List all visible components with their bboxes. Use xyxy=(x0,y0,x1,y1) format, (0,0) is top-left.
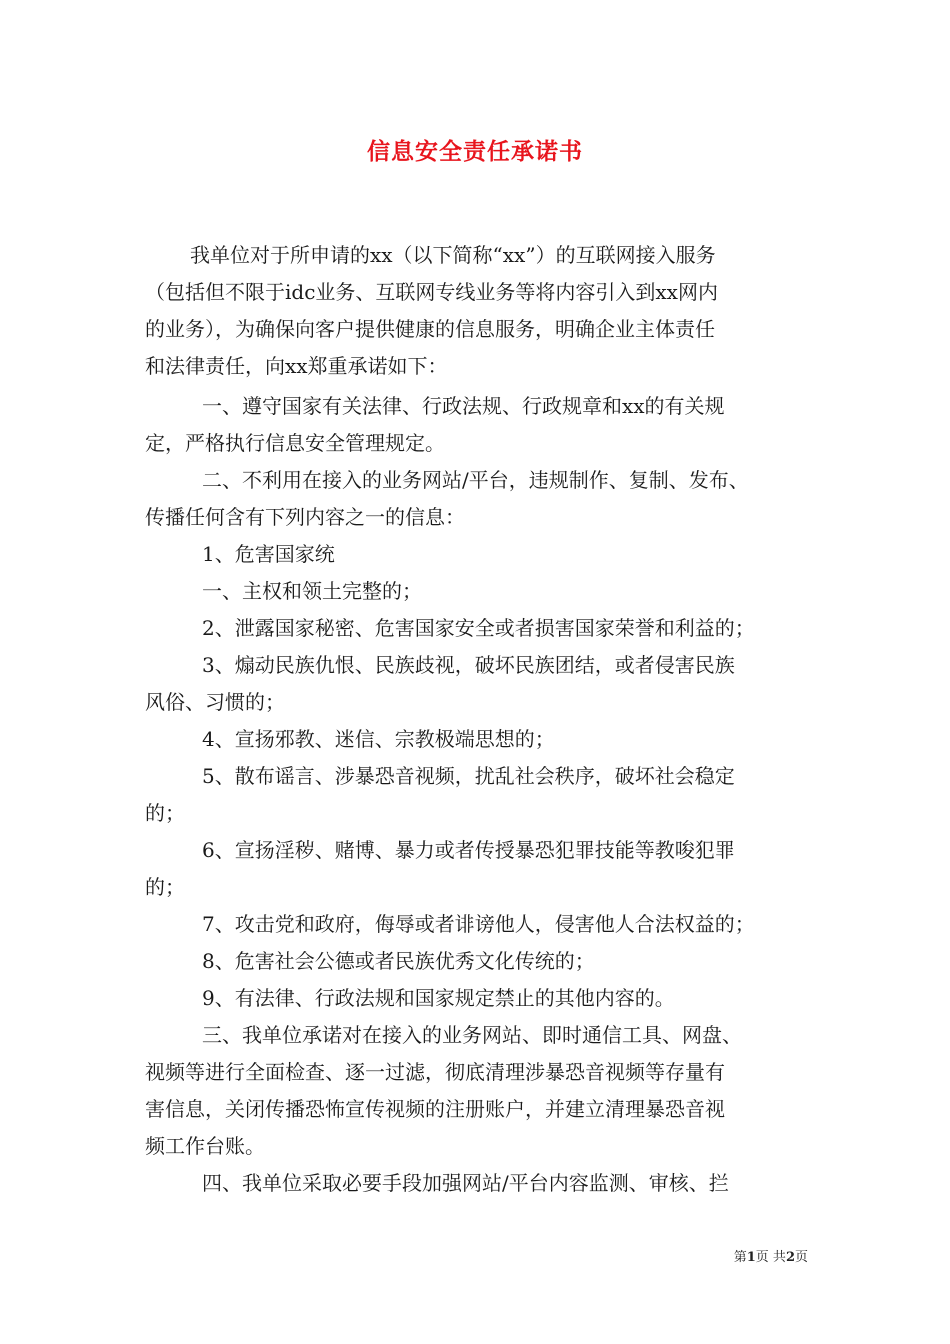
footer-middle: 页 共 xyxy=(755,1250,786,1265)
list-item: 6、宣扬淫秽、赌博、暴力或者传授暴恐犯罪技能等教唆犯罪 xyxy=(202,838,735,862)
page-footer xyxy=(734,1246,808,1265)
paragraph-line: 频工作台账。 xyxy=(145,1134,265,1158)
paragraph-line: 一、遵守国家有关法律、行政法规、行政规章和xx的有关规 xyxy=(202,394,725,418)
list-item: 4、宣扬邪教、迷信、宗教极端思想的； xyxy=(202,727,555,751)
list-item: 风俗、习惯的； xyxy=(145,690,285,714)
list-item: 7、攻击党和政府，侮辱或者诽谤他人，侵害他人合法权益的； xyxy=(202,912,755,936)
list-item: 8、危害社会公德或者民族优秀文化传统的； xyxy=(202,949,595,973)
paragraph-line: 二、不利用在接入的业务网站/平台，违规制作、复制、发布、 xyxy=(202,468,749,492)
paragraph-line: 的业务），为确保向客户提供健康的信息服务，明确企业主体责任 xyxy=(145,317,715,341)
paragraph-line: 和法律责任，向xx郑重承诺如下： xyxy=(145,354,448,378)
footer-prefix: 第 xyxy=(733,1250,747,1265)
document-title: 信息安全责任承诺书 xyxy=(367,138,583,165)
list-item: 9、有法律、行政法规和国家规定禁止的其他内容的。 xyxy=(202,986,675,1010)
list-item: 一、主权和领土完整的； xyxy=(202,579,422,603)
list-item: 1、危害国家统 xyxy=(202,542,335,566)
paragraph-line: 三、我单位承诺对在接入的业务网站、即时通信工具、网盘、 xyxy=(202,1023,742,1047)
footer-suffix: 页 xyxy=(794,1250,808,1265)
paragraph-line: 四、我单位采取必要手段加强网站/平台内容监测、审核、拦 xyxy=(202,1171,729,1195)
list-item: 2、泄露国家秘密、危害国家安全或者损害国家荣誉和利益的； xyxy=(202,616,755,640)
paragraph-line: 害信息，关闭传播恐怖宣传视频的注册账户，并建立清理暴恐音视 xyxy=(145,1097,725,1121)
paragraph-line: （包括但不限于idc业务、互联网专线业务等将内容引入到xx网内 xyxy=(145,280,718,304)
list-item: 的； xyxy=(145,875,185,899)
total-pages-number: 2 xyxy=(785,1250,795,1265)
paragraph-line: 我单位对于所申请的xx（以下简称“xx”）的互联网接入服务 xyxy=(190,243,716,267)
list-item: 5、散布谣言、涉暴恐音视频，扰乱社会秩序，破坏社会稳定 xyxy=(202,764,735,788)
paragraph-line: 传播任何含有下列内容之一的信息： xyxy=(145,505,465,529)
paragraph-line: 定，严格执行信息安全管理规定。 xyxy=(145,431,445,455)
list-item: 的； xyxy=(145,801,185,825)
current-page-number: 1 xyxy=(746,1250,756,1265)
list-item: 3、煽动民族仇恨、民族歧视，破坏民族团结，或者侵害民族 xyxy=(202,653,735,677)
paragraph-line: 视频等进行全面检查、逐一过滤，彻底清理涉暴恐音视频等存量有 xyxy=(145,1060,725,1084)
